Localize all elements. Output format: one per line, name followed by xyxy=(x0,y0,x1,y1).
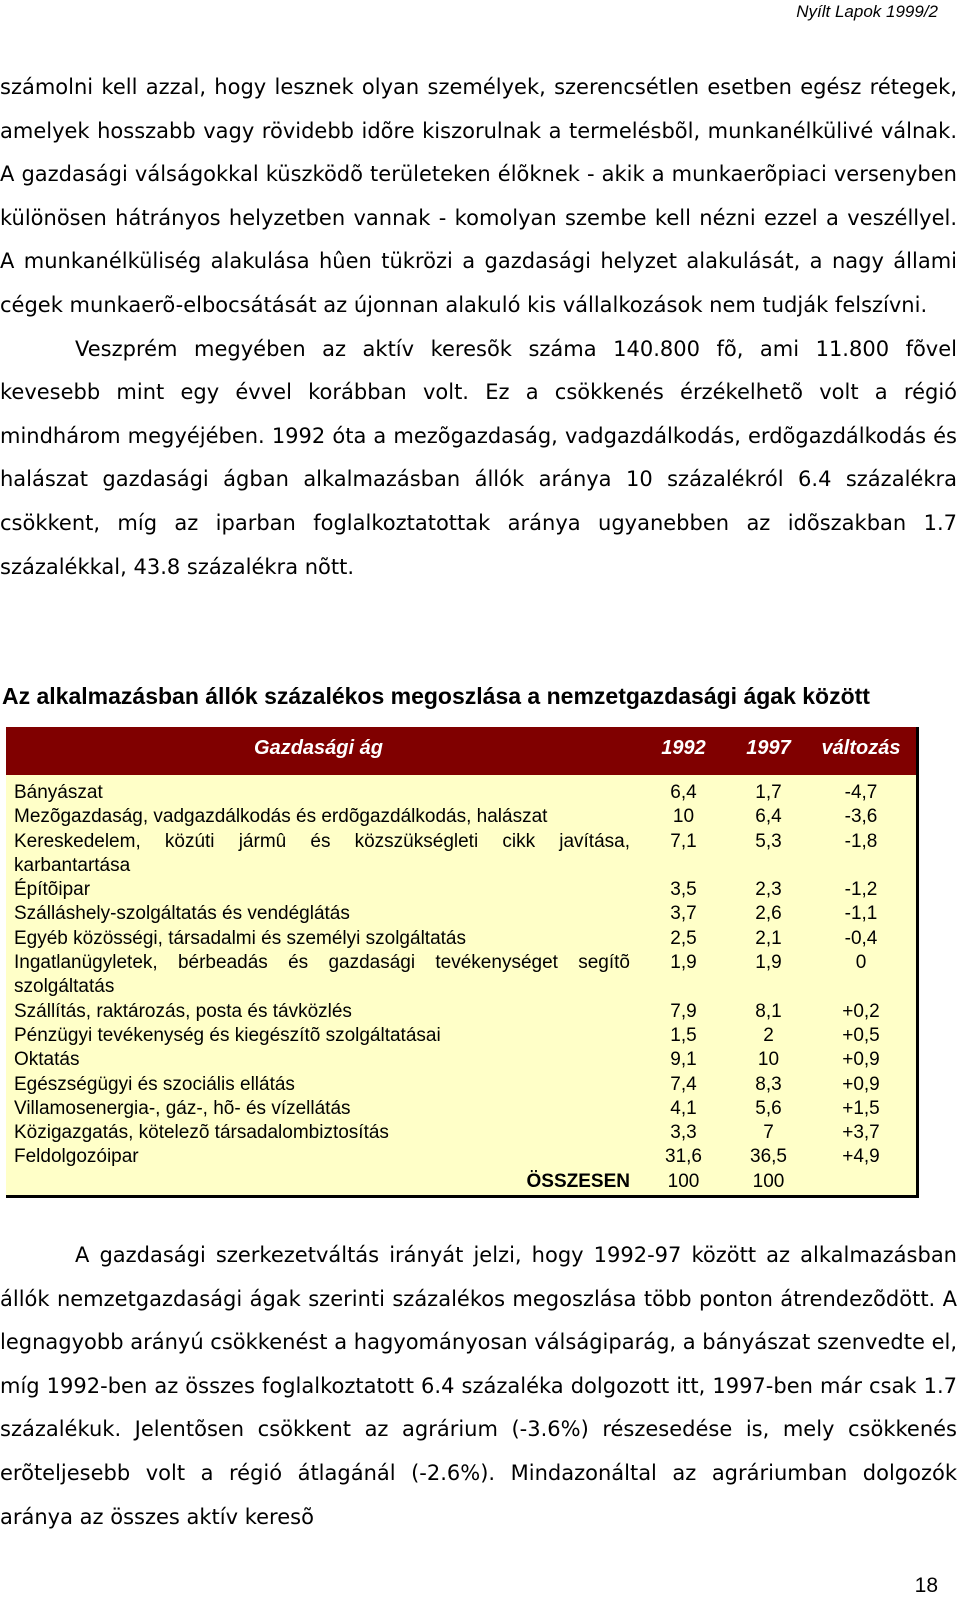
table-row xyxy=(6,1000,916,1024)
paragraph-2: Veszprém megyében az aktív keresõk száma 140.800 fõ, ami 11.800 fõvel kevesebb mint egy évvel korábban volt. Ez a csökkenés érzékelhetõ volt a régió mindhárom megyéjében. 1992 óta a mezõgazdaság, vadgazdálkodás, erdõgazdálkodás és halászat gazdasági ágban alkalmazásban állók aránya 10 százalékról 6.4 százalékra csökkent, míg az iparban foglalkoztatottak aránya ugyanebben az idõszakban 1.7 százalékkal, 43.8 százalékra nõtt. xyxy=(0,336,957,579)
paragraph-1: számolni kell azzal, hogy lesznek olyan személyek, szerencsétlen esetben egész rétegek, amelyek hosszabb vagy rövidebb idõre kiszorulnak a termelésbõl, munkanélkülivé válnak. A gazdasági válságokkal küszködõ területeken élõknek - akik a munkaerõpiaci versenyben különösen hátrányos helyzetben vannak - komolyan szembe kell nézni ezzel a veszéllyel. A munkanélküliség alakulása hûen tükrözi a gazdasági helyzet alakulását, a nagy állami cégek munkaerõ-elbocsátását az újonnan alakuló kis vállalkozások nem tudják felszívni. xyxy=(0,75,957,317)
header-sector: Gazdasági ág xyxy=(254,737,383,759)
cell-sector: Pénzügyi tevékenység és kiegészítõ szolgáltatásai xyxy=(14,1024,441,1046)
cell-1992: 7,4 xyxy=(670,1073,697,1095)
cell-change: +0,5 xyxy=(842,1024,880,1046)
employment-table xyxy=(6,727,919,1198)
table-row xyxy=(6,878,916,902)
cell-sector: Kereskedelem, közúti jármû és közszükségleti cikk javítása, karbantartása xyxy=(14,830,630,876)
body-text-top xyxy=(0,66,957,589)
cell-change: -0,4 xyxy=(844,927,878,949)
cell-change: -1,2 xyxy=(844,879,878,901)
cell-change: +0,2 xyxy=(842,1000,880,1022)
cell-1992: 3,5 xyxy=(670,879,697,901)
table-row xyxy=(6,1024,916,1048)
body-text-bottom xyxy=(0,1234,957,1539)
header-1992: 1992 xyxy=(661,737,706,759)
cell-1992: 7,9 xyxy=(670,1000,697,1022)
cell-sector: Oktatás xyxy=(14,1049,80,1071)
table-row xyxy=(6,781,916,805)
cell-1992: 4,1 xyxy=(670,1097,697,1119)
table-row xyxy=(6,830,916,879)
cell-sector: Bányászat xyxy=(14,782,103,803)
cell-1992: 31,6 xyxy=(665,1146,702,1168)
cell-1997: 5,6 xyxy=(755,1097,782,1119)
cell-1997: 8,1 xyxy=(755,1000,782,1022)
table-row xyxy=(6,902,916,926)
table-row xyxy=(6,1048,916,1072)
cell-1992: 6,4 xyxy=(670,782,697,803)
cell-1992: 2,5 xyxy=(670,927,697,949)
cell-1997: 6,4 xyxy=(755,806,782,828)
cell-change: 0 xyxy=(855,952,867,974)
cell-1992: 7,1 xyxy=(670,830,697,852)
cell-sector: Feldolgozóipar xyxy=(14,1146,139,1168)
cell-1992: 3,3 xyxy=(670,1122,697,1144)
table-row xyxy=(6,805,916,829)
cell-change: +3,7 xyxy=(842,1122,880,1144)
cell-sector: Szálláshely-szolgáltatás és vendéglátás xyxy=(14,903,350,925)
cell-1992: 10 xyxy=(672,806,695,828)
table-row xyxy=(6,1145,916,1169)
cell-sector: Ingatlanügyletek, bérbeadás és gazdasági tevékenységet segítõ szolgáltatás xyxy=(14,952,630,998)
total-change xyxy=(811,1170,911,1194)
cell-1997: 2,1 xyxy=(755,927,782,949)
journal-header: Nyílt Lapok 1999/2 xyxy=(796,2,938,21)
cell-1992: 1,5 xyxy=(670,1024,697,1046)
cell-sector: Szállítás, raktározás, posta és távközlés xyxy=(14,1000,352,1022)
cell-1997: 1,7 xyxy=(755,782,782,803)
cell-sector: Egyéb közösségi, társadalmi és személyi szolgáltatás xyxy=(14,927,466,949)
cell-change: -1,1 xyxy=(844,903,878,925)
cell-1997: 2,3 xyxy=(755,879,782,901)
cell-sector: Mezõgazdaság, vadgazdálkodás és erdõgazdálkodás, halászat xyxy=(14,806,548,828)
cell-1997: 10 xyxy=(757,1049,780,1071)
header-1997: 1997 xyxy=(746,737,791,759)
cell-1997: 8,3 xyxy=(755,1073,782,1095)
cell-change: -3,6 xyxy=(844,806,878,828)
table-total-row xyxy=(6,1170,916,1194)
cell-sector: Villamosenergia-, gáz-, hõ- és vízellátás xyxy=(14,1097,351,1119)
paragraph-3: A gazdasági szerkezetváltás irányát jelzi, hogy 1992-97 között az alkalmazásban állók nemzetgazdasági ágak szerinti százalékos megoszlása több ponton átrendezõdött. A legnagyobb arányú csökkenést a hagyományosan válságiparág, a bányászat szenvedte el, míg 1992-ben az összes foglalkoztatott 6.4 százaléka dolgozott itt, 1997-ben már csak 1.7 százalékuk. Jelentõsen csökkent az agrárium (-3.6%) részesedése is, mely csökkenés erõteljesebb volt a régió átlagánál (-2.6%). Mindazonáltal az agráriumban dolgozók aránya az összes aktív keresõ xyxy=(0,1243,957,1529)
cell-1997: 1,9 xyxy=(755,952,782,974)
header-change: változás xyxy=(821,737,901,759)
cell-1997: 7 xyxy=(763,1122,774,1144)
table-row xyxy=(6,1121,916,1145)
page-number: 18 xyxy=(914,1574,938,1597)
total-1997: 100 xyxy=(752,1170,785,1192)
cell-sector: Egészségügyi és szociális ellátás xyxy=(14,1073,295,1095)
cell-1997: 36,5 xyxy=(750,1146,787,1168)
total-1992: 100 xyxy=(667,1170,700,1192)
table-title: Az alkalmazásban állók százalékos megoszlása a nemzetgazdasági ágak között xyxy=(2,683,870,709)
cell-1992: 9,1 xyxy=(670,1049,697,1071)
cell-change: +0,9 xyxy=(842,1073,880,1095)
cell-change: +4,9 xyxy=(842,1146,880,1168)
total-label: ÖSSZESEN xyxy=(526,1170,630,1192)
cell-sector: Közigazgatás, kötelezõ társadalombiztosítás xyxy=(14,1122,389,1144)
table-header-row xyxy=(6,727,916,775)
cell-change: +1,5 xyxy=(842,1097,880,1119)
cell-change: -1,8 xyxy=(844,830,878,852)
cell-1997: 2 xyxy=(763,1024,774,1046)
cell-1992: 1,9 xyxy=(670,952,697,974)
cell-1992: 3,7 xyxy=(670,903,697,925)
cell-sector: Építõipar xyxy=(14,879,91,901)
table-row xyxy=(6,1097,916,1121)
cell-change: -4,7 xyxy=(844,782,878,803)
table-row xyxy=(6,1073,916,1097)
cell-1997: 5,3 xyxy=(755,830,782,852)
table-row xyxy=(6,927,916,951)
cell-1997: 2,6 xyxy=(755,903,782,925)
table-body xyxy=(6,775,916,1194)
cell-change: +0,9 xyxy=(842,1049,880,1071)
table-row xyxy=(6,951,916,1000)
